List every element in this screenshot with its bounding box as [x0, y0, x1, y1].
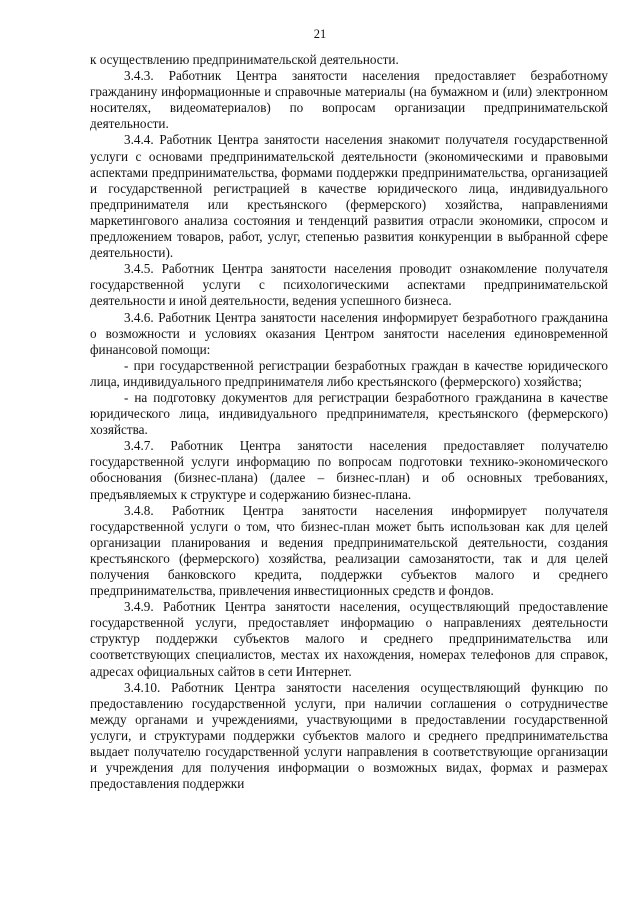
paragraph-3-4-8: 3.4.8. Работник Центра занятости населения информирует получателя государственной услуги о том, что бизнес-план может быть использован как для целей организации планирования и ведения предпринимательской деятельности, создания крестьянского (фермерского) хозяйства, реализации самозанятости, так и для целей получения банковского кредита, поддержки субъектов малого и среднего предпринимательства, привлечения инвестиционных средств и фондов. [90, 502, 608, 599]
page-number: 21 [313, 27, 327, 41]
paragraph-3-4-3: 3.4.3. Работник Центра занятости населения предоставляет безработному гражданину информационные и справочные материалы (на бумажном и (или) электронном носителях, видеоматериалов) по вопросам организации предпринимательской деятельности. [90, 68, 608, 132]
paragraph-3-4-4: 3.4.4. Работник Центра занятости населения знакомит получателя государственной услуги с основами предпринимательской деятельности (экономическими и правовыми аспектами предпринимательства, формами поддержки предпринимательства, организацией и государственной регистрацией в качестве юридического лица, индивидуального предпринимателя или крестьянского (фермерского) хозяйства, направлениями маркетингового анализа состояния и тенденций развития отрасли экономики, спросом и предложением товаров, работ, услуг, степенью развития конкуренции в выбранной сфере деятельности). [90, 132, 608, 261]
paragraph-3-4-10: 3.4.10. Работник Центра занятости населения осуществляющий функцию по предоставлению государственной услуги, при наличии соглашения о сотрудничестве между органами и учреждениями, участвующими в предоставлении государственной услуги, и структурами поддержки субъектов малого и среднего предпринимательства выдает получателю государственной услуги направления в соответствующие организации и учреждения для получения информации о возможных видах, формах и размерах предоставления поддержки [90, 679, 608, 792]
paragraph-3-4-5: 3.4.5. Работник Центра занятости населения проводит ознакомление получателя государственной услуги с психологическими аспектами предпринимательской деятельности и иной деятельности, ведения успешного бизнеса. [90, 261, 608, 309]
list-item-documents: - на подготовку документов для регистрации безработного гражданина в качестве юридического лица, индивидуального предпринимателя, крестьянского (фермерского) хозяйства. [90, 389, 608, 438]
paragraph-3-4-6: 3.4.6. Работник Центра занятости населения информирует безработного гражданина о возможности и условиях оказания Центром занятости населения единовременной финансовой помощи: [90, 309, 608, 357]
paragraph-continuation: к осуществлению предпринимательской деятельности. [90, 52, 399, 67]
paragraph-3-4-7: 3.4.7. Работник Центра занятости населения предоставляет получателю государственной услуги информацию по вопросам подготовки технико-экономического обоснования (бизнес-плана) (далее – бизнес-план) и об основных требованиях, предъявляемых к структуре и содержанию бизнес-плана. [90, 438, 608, 502]
page-content [90, 52, 608, 792]
list-item-registration: - при государственной регистрации безработных граждан в качестве юридического лица, индивидуального предпринимателя либо крестьянского (фермерского) хозяйства; [90, 357, 608, 389]
paragraph-3-4-9: 3.4.9. Работник Центра занятости населения, осуществляющий предоставление государственной услуги, предоставляет информацию о направлениях деятельности структур поддержки субъектов малого и среднего предпринимательства или соответствующих специалистов, местах их нахождения, номерах телефонов для справок, адресах официальных сайтов в сети Интернет. [90, 599, 608, 679]
